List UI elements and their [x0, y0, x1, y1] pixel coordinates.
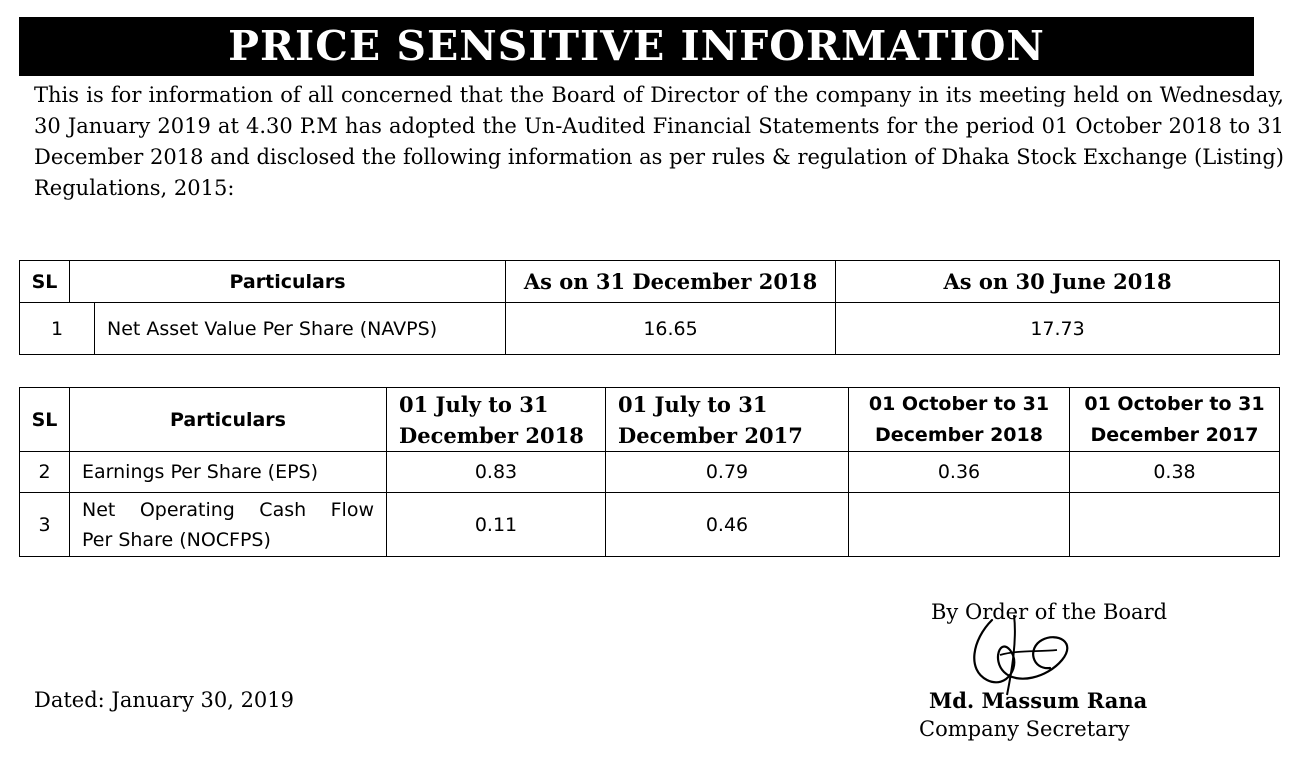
header-july-dec-2017 [606, 388, 849, 452]
header-line: 01 October to 31 [1084, 392, 1265, 415]
row-particular [70, 493, 387, 557]
header-as-on-dec-2018: As on 31 December 2018 [506, 261, 836, 303]
row-sl: 3 [20, 493, 70, 557]
row-value-dec-2018: 16.65 [506, 303, 836, 355]
signatory-title: Company Secretary [919, 717, 1130, 741]
row-value: 0.36 [849, 452, 1070, 493]
header-line: December 2017 [1090, 423, 1259, 446]
row-value [1070, 493, 1280, 557]
row-sl: 2 [20, 452, 70, 493]
header-oct-dec-2017 [1070, 388, 1280, 452]
dated-text: Dated: January 30, 2019 [34, 688, 295, 712]
row-sl: 1 [20, 303, 95, 355]
row-value: 0.79 [606, 452, 849, 493]
header-july-dec-2018 [387, 388, 606, 452]
navps-table [19, 260, 1280, 355]
row-value [849, 493, 1070, 557]
particular-line: Net Operating Cash Flow [82, 498, 374, 521]
header-sl: SL [20, 388, 70, 452]
row-value: 0.83 [387, 452, 606, 493]
header-particulars: Particulars [70, 388, 387, 452]
row-value: 0.38 [1070, 452, 1280, 493]
table-header-row [20, 388, 1280, 452]
header-particulars: Particulars [70, 261, 506, 303]
table-row [20, 493, 1280, 557]
signature-icon [962, 610, 1082, 700]
particular-line: Per Share (NOCFPS) [82, 528, 271, 551]
row-value: 0.11 [387, 493, 606, 557]
table-header-row [20, 261, 1280, 303]
header-as-on-june-2018: As on 30 June 2018 [836, 261, 1280, 303]
header-line: 01 July to 31 [399, 391, 549, 417]
by-order-text: By Order of the Board [931, 600, 1168, 624]
intro-paragraph: This is for information of all concerned that the Board of Director of the company in its meeting held on Wednesday, 30 January 2019 at 4.30 P.M has adopted the Un-Audited Financial Statements for the period 01 October 2018 to 31 December 2018 and disclosed the following information as per rules & regulation of Dhaka Stock Exchange (Listing) Regulations, 2015: [34, 83, 1284, 200]
header-line: December 2018 [875, 423, 1043, 446]
row-value-june-2018: 17.73 [836, 303, 1280, 355]
page-title-banner: PRICE SENSITIVE INFORMATION [19, 17, 1254, 76]
header-oct-dec-2018 [849, 388, 1070, 452]
header-line: December 2018 [399, 422, 584, 448]
header-line: December 2017 [618, 422, 803, 448]
row-value: 0.46 [606, 493, 849, 557]
row-particular: Net Asset Value Per Share (NAVPS) [95, 303, 506, 355]
table-row [20, 303, 1280, 355]
header-sl: SL [20, 261, 70, 303]
header-line: 01 October to 31 [868, 392, 1050, 415]
signatory-name: Md. Massum Rana [929, 688, 1148, 713]
row-particular: Earnings Per Share (EPS) [70, 452, 387, 493]
table-row [20, 452, 1280, 493]
header-line: 01 July to 31 [618, 391, 768, 417]
eps-nocfps-table [19, 387, 1280, 557]
